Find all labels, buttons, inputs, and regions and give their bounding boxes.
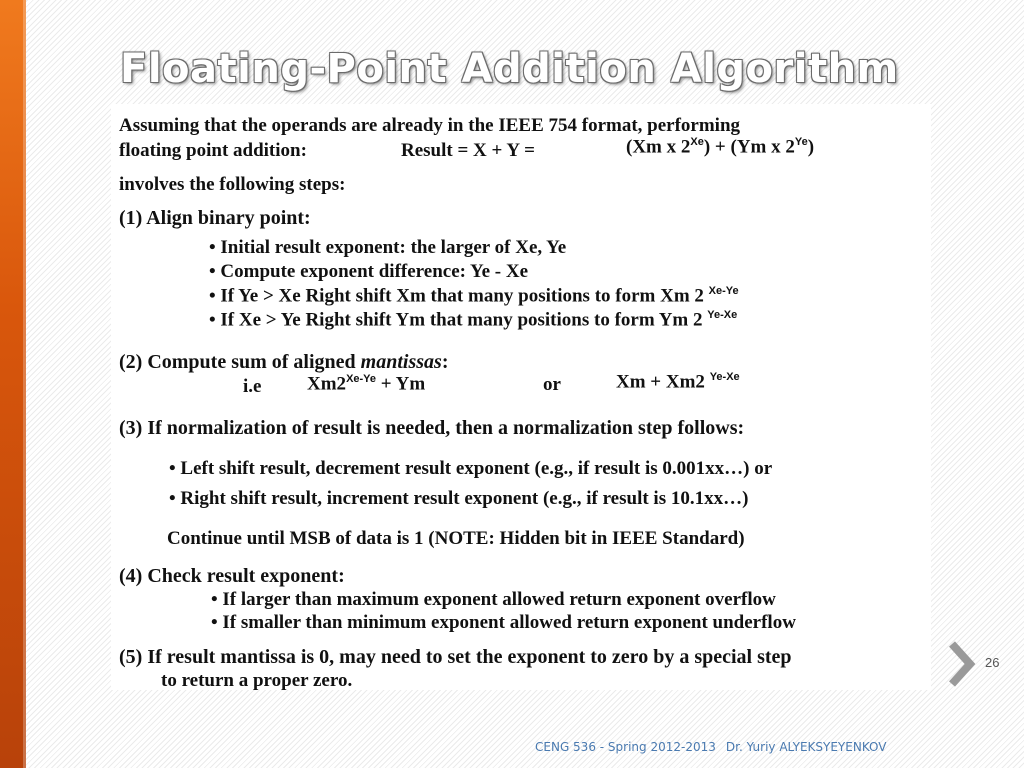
step1-bullet-4-exp: Ye-Xe: [707, 309, 738, 321]
step2-f1-exp: Xe-Ye: [346, 373, 377, 385]
step5-line-1: (5) If result mantissa is 0, may need to set the exponent to zero by a special step: [119, 646, 792, 668]
step2-formula-2: [616, 372, 740, 391]
step1-bullet-2: • Compute exponent difference: Ye - Xe: [209, 261, 529, 282]
step2-formula-1: [307, 374, 425, 393]
step3-heading: (3) If normalization of result is needed, then a normalization step follows:: [119, 417, 745, 439]
result-equals: Result = X + Y =: [401, 140, 535, 161]
formula-close: ): [807, 136, 815, 158]
intro-lead: floating point addition:: [119, 140, 307, 161]
step2-f2-base: Xm + Xm2: [616, 371, 705, 393]
step2-f1-plus: + Ym: [376, 373, 426, 395]
step1-bullet-1: • Initial result exponent: the larger of Xe, Ye: [209, 237, 567, 258]
step2-heading-text: (2) Compute sum of aligned: [119, 351, 361, 373]
next-slide-chevron-icon[interactable]: [944, 640, 978, 688]
scanned-content-image: [111, 104, 931, 690]
formula-part-2: ) + (Ym x 2: [703, 136, 795, 158]
step2-or: or: [543, 374, 561, 395]
intro-line-3: involves the following steps:: [119, 174, 346, 195]
step2-heading-mantissas: mantissas: [360, 351, 442, 373]
step2-f1-base: Xm2: [307, 373, 347, 395]
step5-line-2: to return a proper zero.: [161, 670, 353, 691]
intro-line-1: Assuming that the operands are already in the IEEE 754 format, performing: [119, 115, 741, 136]
step1-bullet-4: [209, 310, 737, 329]
step3-bullet-2: • Right shift result, increment result exponent (e.g., if result is 10.1xx…): [169, 488, 749, 509]
page-number: 26: [985, 655, 1000, 670]
result-equation: [401, 141, 535, 160]
footer-course: CENG 536 - Spring 2012-2013: [535, 740, 716, 754]
step1-bullet-3: [209, 286, 739, 305]
step3-note: Continue until MSB of data is 1 (NOTE: Hidden bit in IEEE Standard): [167, 528, 745, 549]
operand-formula: [626, 137, 814, 156]
slide-footer: [535, 740, 896, 754]
step2-heading: [119, 352, 449, 372]
step2-ie: i.e: [243, 376, 262, 397]
accent-sidebar: [0, 0, 26, 768]
step4-bullet-1: • If larger than maximum exponent allowed return exponent overflow: [211, 589, 776, 610]
step1-bullet-3-text: • If Ye > Xe Right shift Xm that many positions to form Xm 2: [209, 285, 704, 307]
step1-heading: (1) Align binary point:: [119, 207, 311, 229]
exponent-xe: Xe: [690, 136, 704, 148]
step2-heading-colon: :: [441, 351, 449, 373]
intro-line-2: [119, 141, 307, 160]
footer-author: Dr. Yuriy ALYEKSYEYENKOV: [725, 740, 887, 754]
step4-heading: (4) Check result exponent:: [119, 565, 345, 587]
step4-bullet-2: • If smaller than minimum exponent allowed return exponent underflow: [211, 612, 796, 633]
step3-bullet-1: • Left shift result, decrement result exponent (e.g., if result is 0.001xx…) or: [169, 458, 773, 479]
step1-bullet-3-exp: Xe-Ye: [708, 285, 739, 297]
slide-title: Floating-Point Addition Algorithm: [120, 46, 899, 92]
step1-bullet-4-text: • If Xe > Ye Right shift Ym that many positions to form Ym 2: [209, 309, 703, 331]
step2-f2-exp: Ye-Xe: [709, 371, 740, 383]
exponent-ye: Ye: [794, 136, 808, 148]
formula-part-1: (Xm x 2: [626, 136, 691, 158]
